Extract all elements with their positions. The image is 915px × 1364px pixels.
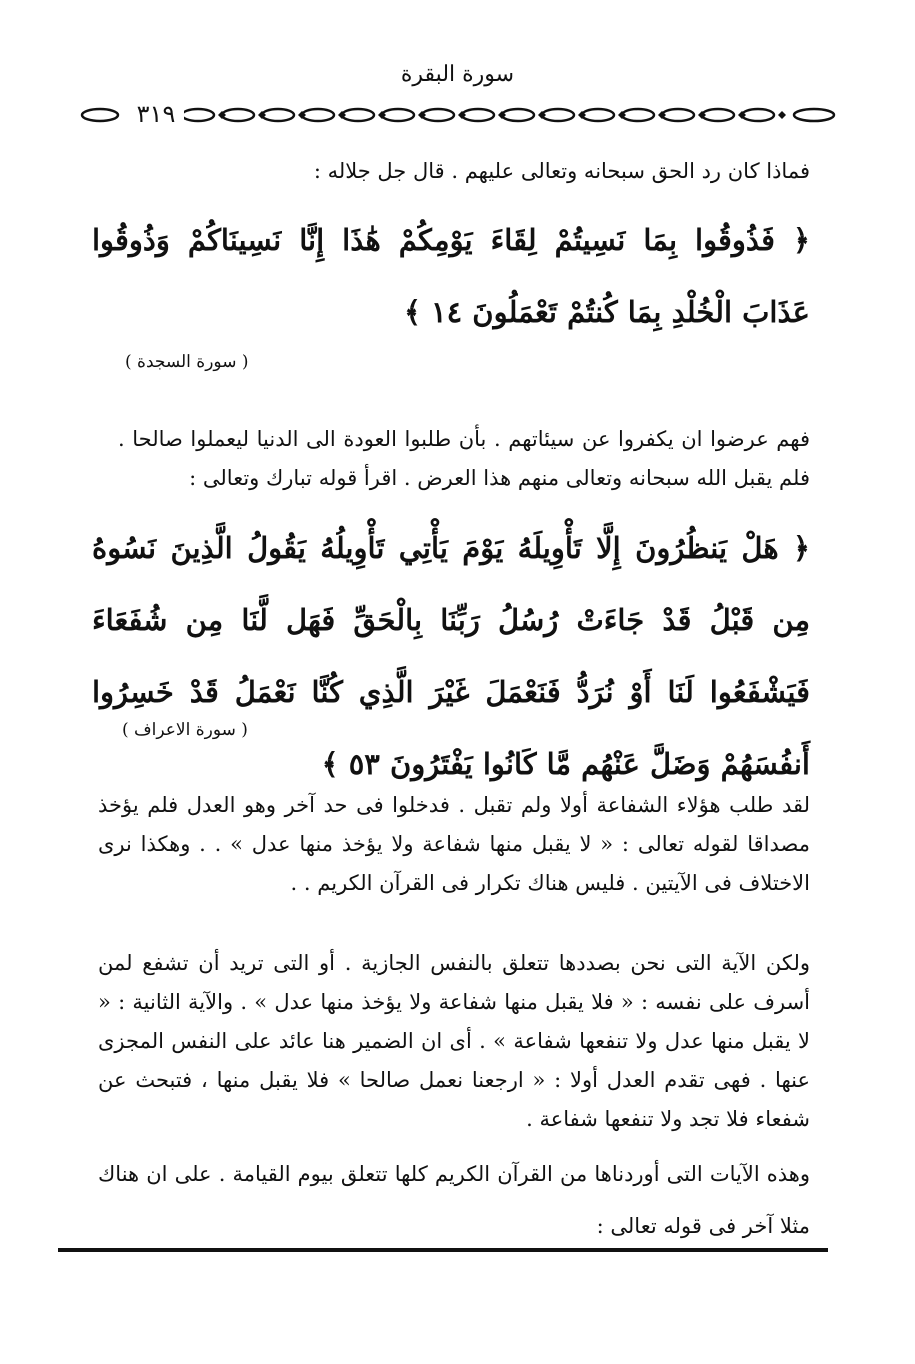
verse-reference-araf: ( سورة الاعراف ) [122,720,248,740]
page-number: ٣١٩ [128,100,184,128]
bottom-rule [58,1248,828,1252]
quran-verse-sajdah: ﴿ فَذُوقُوا بِمَا نَسِيتُمْ لِقَاءَ يَوْمِكُمْ هَٰذَا إِنَّا نَسِينَاكُمْ وَذُوقُوا عَذَابَ الْخُلْدِ بِمَا كُنتُمْ تَعْمَلُونَ ١٤ ﴾ [92,223,810,329]
paragraph-1: فهم عرضوا ان يكفروا عن سيئاتهم . بأن طلبوا العودة الى الدنيا ليعملوا صالحا . فلم يقبل الله سبحانه وتعالى منهم هذا العرض . اقرأ قوله تبارك وتعالى : [118,427,810,490]
header-ornament-border [78,100,838,130]
paragraph-3: ولكن الآية التى نحن بصددها تتعلق بالنفس الجازية . أو التى تريد أن تشفع لمن أسرف على نفسه : « فلا يقبل منها شفاعة ولا يؤخذ منها عدل » . والآية الثانية : « لا يقبل منها عدل ولا تنفعها شفاعة » . أى ان الضمير هنا عائد على النفس المجزى عنها . فهى تقدم العدل أولا : « ارجعنا نعمل صالحا » فلا يقبل منها ، فتبحث عن شفعاء فلا تجد ولا تنفعها شفاعة . [98,951,810,1131]
quran-verse-araf: ﴿ هَلْ يَنظُرُونَ إِلَّا تَأْوِيلَهُ يَوْمَ يَأْتِي تَأْوِيلُهُ يَقُولُ الَّذِينَ نَسُوهُ مِن قَبْلُ قَدْ جَاءَتْ رُسُلُ رَبِّنَا بِالْحَقِّ فَهَل لَّنَا مِن شُفَعَاءَ فَيَشْفَعُوا لَنَا أَوْ نُرَدُّ فَنَعْمَلَ غَيْرَ الَّذِي كُنَّا نَعْمَلُ قَدْ خَسِرُوا أَنفُسَهُمْ وَضَلَّ عَنْهُم مَّا كَانُوا يَفْتَرُونَ ٥٣ ﴾ [92,531,810,781]
intro-paragraph: فماذا كان رد الحق سبحانه وتعالى عليهم . قال جل جلاله : [313,159,810,183]
verse-reference-sajdah: ( سورة السجدة ) [125,352,249,372]
paragraph-2: لقد طلب هؤلاء الشفاعة أولا ولم تقبل . فدخلوا فى حد آخر وهو العدل فلم يؤخذ مصداقا لقوله تعالى : « لا يقبل منها شفاعة ولا يؤخذ منها عدل » . . وهكذا نرى الاختلاف فى الآيتين . فليس هناك تكرار فى القرآن الكريم . . [98,793,810,895]
surah-header-title: سورة البقرة [400,62,515,87]
paragraph-4: وهذه الآيات التى أوردناها من القرآن الكريم كلها تتعلق بيوم القيامة . على ان هناك مثلا آخر فى قوله تعالى : [98,1162,810,1238]
